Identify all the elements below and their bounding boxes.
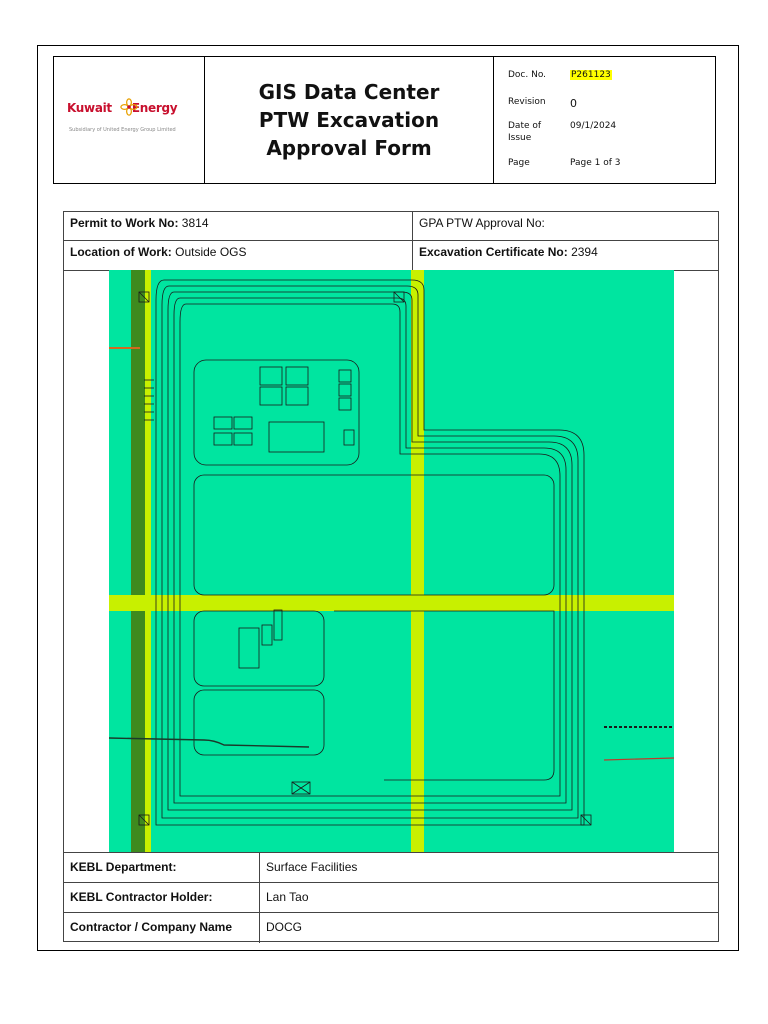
title-line-2: PTW Excavation — [258, 108, 440, 132]
permit-no-cell — [64, 212, 413, 240]
map-frame — [63, 270, 719, 853]
department-label: KEBL Department: — [64, 853, 260, 882]
location-cell — [64, 241, 413, 271]
revision-label: Revision — [508, 97, 546, 107]
title-cell — [205, 57, 494, 183]
meta-cell — [494, 57, 715, 183]
page-label: Page — [508, 158, 530, 168]
date-value: 09/1/2024 — [570, 121, 617, 131]
company-value: DOCG — [266, 920, 302, 934]
excavation-cell — [413, 241, 718, 271]
permit-row-2 — [64, 241, 718, 271]
doc-no-value: P261123 — [571, 70, 611, 80]
site-map — [64, 270, 718, 853]
title-line-1: GIS Data Center — [258, 80, 440, 104]
logo-subtitle: Subsidiary of United Energy Group Limited — [69, 127, 176, 133]
doc-no-label: Doc. No. — [508, 70, 547, 80]
holder-label: KEBL Contractor Holder: — [64, 883, 260, 912]
excavation-value: 2394 — [571, 245, 598, 259]
gpa-cell — [413, 212, 718, 240]
document-header — [53, 56, 716, 184]
company-row — [64, 913, 718, 943]
logo-brand-right: Energy — [131, 101, 178, 115]
map-dark-strip — [131, 270, 145, 853]
flower-logo-icon — [120, 98, 138, 116]
department-value: Surface Facilities — [266, 860, 358, 874]
permit-no-label: Permit to Work No: — [70, 216, 179, 230]
logo-brand-left: Kuwait — [67, 101, 112, 115]
revision-value: 0 — [570, 97, 577, 110]
map-road-horizontal — [109, 595, 674, 611]
department-row — [64, 853, 718, 883]
page-value: Page 1 of 3 — [570, 158, 621, 168]
title-line-3: Approval Form — [266, 136, 432, 160]
date-label-2: Issue — [508, 133, 532, 143]
date-label-1: Date of — [508, 121, 542, 131]
contractor-table — [63, 852, 719, 942]
holder-row — [64, 883, 718, 913]
location-value: Outside OGS — [175, 245, 247, 259]
holder-value: Lan Tao — [266, 890, 309, 904]
company-label: Contractor / Company Name — [64, 913, 260, 943]
location-label: Location of Work: — [70, 245, 172, 259]
map-road-left — [145, 270, 151, 853]
permit-table — [63, 211, 719, 271]
gpa-label: GPA PTW Approval No: — [419, 216, 545, 230]
excavation-label: Excavation Certificate No: — [419, 245, 568, 259]
logo-cell — [54, 57, 205, 183]
permit-no-value: 3814 — [181, 216, 209, 230]
map-road-vertical — [411, 270, 424, 853]
permit-row-1 — [64, 212, 718, 241]
